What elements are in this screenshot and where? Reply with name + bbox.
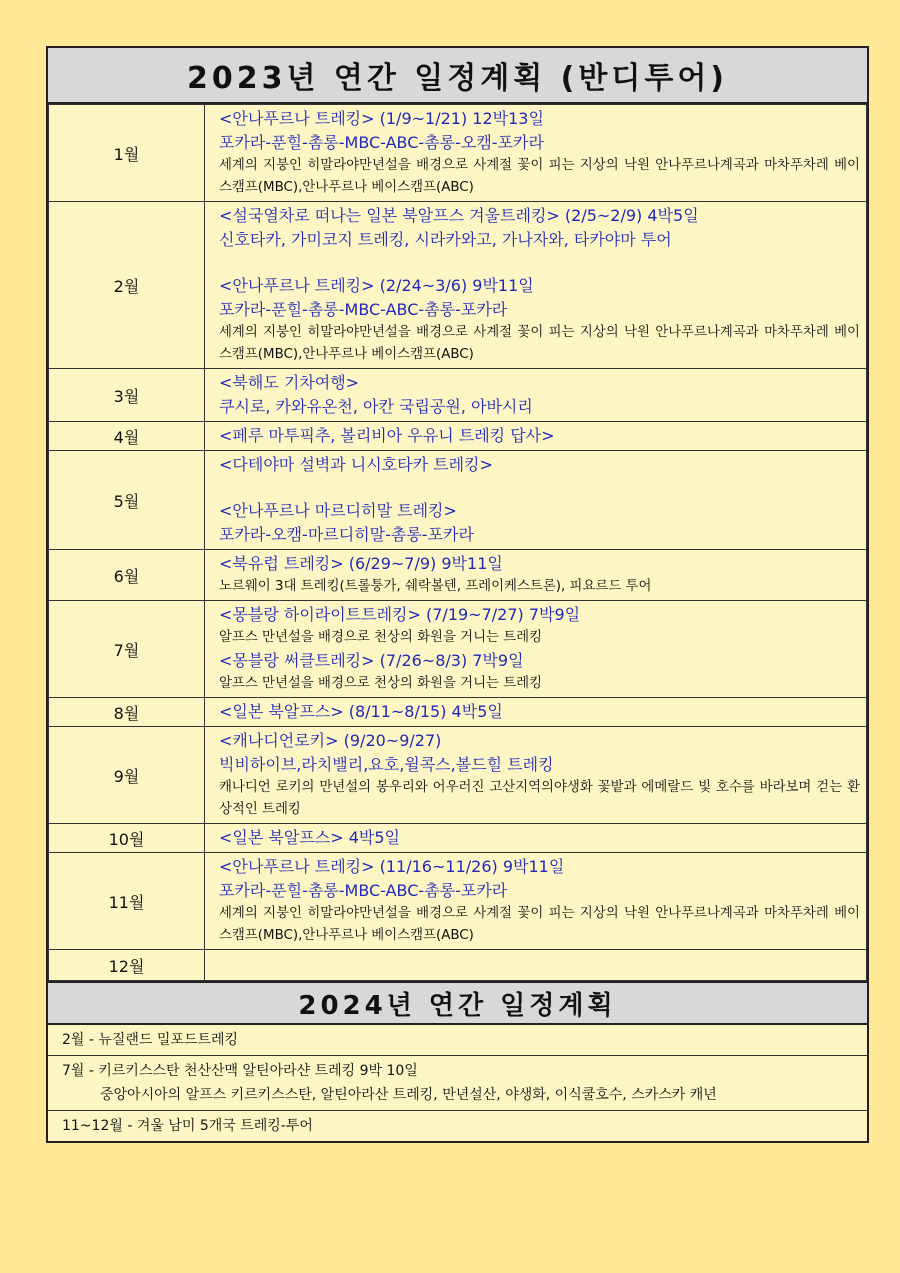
event-line: <몽블랑 하이라이트트레킹> (7/19~7/27) 7박9일 [219, 605, 581, 624]
month-content [205, 853, 867, 950]
description-line: 세계의 지붕인 히말라야만년설을 배경으로 사계절 꽃이 피는 지상의 낙원 안나푸르나계곡과 마차푸차레 베이스캠프(MBC),안나푸르나 베이스캠프(ABC) [219, 906, 860, 943]
month-row [49, 698, 867, 727]
event-line: <캐나디언로키> (9/20~9/27) [219, 731, 442, 750]
event-line: 신호타카, 가미코지 트레킹, 시라카와고, 가나자와, 타카야마 투어 [219, 230, 672, 249]
month-row [49, 727, 867, 824]
event-line: <일본 북알프스> 4박5일 [219, 828, 400, 847]
month-content [205, 422, 867, 451]
event-line: <안나푸르나 트레킹> (11/16~11/26) 9박11일 [219, 857, 565, 876]
month-label: 11월 [49, 853, 205, 950]
schedule-sheet [46, 46, 869, 1143]
month-row [49, 105, 867, 202]
event-line: 빅비하이브,라치밸리,요호,윌콕스,볼드힐 트레킹 [219, 755, 554, 774]
event-line: <안나푸르나 마르디히말 트레킹> [219, 501, 457, 520]
month-label: 7월 [49, 601, 205, 698]
month-content [205, 727, 867, 824]
month-content [205, 451, 867, 550]
month-content [205, 550, 867, 601]
plans-2024-list [48, 1025, 867, 1141]
month-label: 3월 [49, 369, 205, 422]
event-line: <다테야마 설벽과 니시호타카 트레킹> [219, 455, 493, 474]
month-content [205, 105, 867, 202]
event-line: <안나푸르나 트레킹> (1/9~1/21) 12박13일 [219, 109, 544, 128]
month-row [49, 369, 867, 422]
spacer [219, 477, 860, 499]
month-row [49, 824, 867, 853]
description-line: 캐나디언 로키의 만년설의 봉우리와 어우러진 고산지역의야생화 꽃밭과 에메랄드 빛 호수를 바라보며 걷는 환상적인 트레킹 [219, 780, 860, 817]
month-row [49, 422, 867, 451]
month-label: 12월 [49, 950, 205, 981]
event-line: 포카라-푼힐-촘롱-MBC-ABC-촘롱-포카라 [219, 881, 508, 900]
month-row [49, 451, 867, 550]
event-line: <몽블랑 써클트레킹> (7/26~8/3) 7박9일 [219, 651, 524, 670]
month-label: 6월 [49, 550, 205, 601]
spacer [219, 252, 860, 274]
month-content [205, 950, 867, 981]
month-content [205, 369, 867, 422]
plan-row [48, 1111, 867, 1141]
month-label: 5월 [49, 451, 205, 550]
description-line: 세계의 지붕인 히말라야만년설을 배경으로 사계절 꽃이 피는 지상의 낙원 안나푸르나계곡과 마차푸차레 베이스캠프(MBC),안나푸르나 베이스캠프(ABC) [219, 158, 860, 195]
month-content [205, 824, 867, 853]
month-row [49, 550, 867, 601]
plan-detail-line: 중앙아시아의 알프스 키르키스스탄, 알틴아라산 트레킹, 만년설산, 야생화, 이식쿨호수, 스카스카 캐년 [100, 1087, 717, 1103]
title-2023: 2023년 연간 일정계획 (반디투어) [48, 48, 867, 104]
event-line: <북해도 기차여행> [219, 373, 360, 392]
month-label: 9월 [49, 727, 205, 824]
plan-row [48, 1056, 867, 1111]
month-row [49, 601, 867, 698]
event-line: <페루 마투픽추, 볼리비아 우유니 트레킹 답사> [219, 426, 555, 445]
event-line: 쿠시로, 카와유온천, 아칸 국립공원, 아바시리 [219, 397, 533, 416]
month-content [205, 698, 867, 727]
plan-line: 11~12월 - 겨울 남미 5개국 트레킹-투어 [62, 1118, 313, 1134]
event-line: <북유럽 트레킹> (6/29~7/9) 9박11일 [219, 554, 503, 573]
description-line: 알프스 만년설을 배경으로 천상의 화원을 거니는 트레킹 [219, 630, 543, 645]
month-content [205, 202, 867, 369]
month-label: 2월 [49, 202, 205, 369]
plan-row [48, 1025, 867, 1056]
event-line: <일본 북알프스> (8/11~8/15) 4박5일 [219, 702, 503, 721]
month-row [49, 950, 867, 981]
event-line: <설국열차로 떠나는 일본 북알프스 겨울트레킹> (2/5~2/9) 4박5일 [219, 206, 699, 225]
month-label: 8월 [49, 698, 205, 727]
event-line: 포카라-푼힐-촘롱-MBC-ABC-촘롱-포카라 [219, 300, 508, 319]
schedule-table-2023 [48, 104, 867, 981]
month-label: 10월 [49, 824, 205, 853]
month-label: 4월 [49, 422, 205, 451]
event-line: 포카라-푼힐-촘롱-MBC-ABC-촘롱-오캠-포카라 [219, 133, 544, 152]
title-2024: 2024년 연간 일정계획 [48, 981, 867, 1025]
description-line: 세계의 지붕인 히말라야만년설을 배경으로 사계절 꽃이 피는 지상의 낙원 안나푸르나계곡과 마차푸차레 베이스캠프(MBC),안나푸르나 베이스캠프(ABC) [219, 325, 860, 362]
event-line: 포카라-오캠-마르디히말-촘롱-포카라 [219, 525, 474, 544]
event-line: <안나푸르나 트레킹> (2/24~3/6) 9박11일 [219, 276, 534, 295]
description-line: 알프스 만년설을 배경으로 천상의 화원을 거니는 트레킹 [219, 676, 543, 691]
month-content [205, 601, 867, 698]
month-row [49, 853, 867, 950]
description-line: 노르웨이 3대 트레킹(트롤퉁가, 쉐락볼텐, 프레이케스트론), 피요르드 투어 [219, 579, 652, 594]
plan-line: 7월 - 키르키스스탄 천산산맥 알틴아라샨 트레킹 9박 10일 [62, 1063, 418, 1079]
plan-line: 2월 - 뉴질랜드 밀포드트레킹 [62, 1032, 239, 1048]
month-row [49, 202, 867, 369]
month-label: 1월 [49, 105, 205, 202]
